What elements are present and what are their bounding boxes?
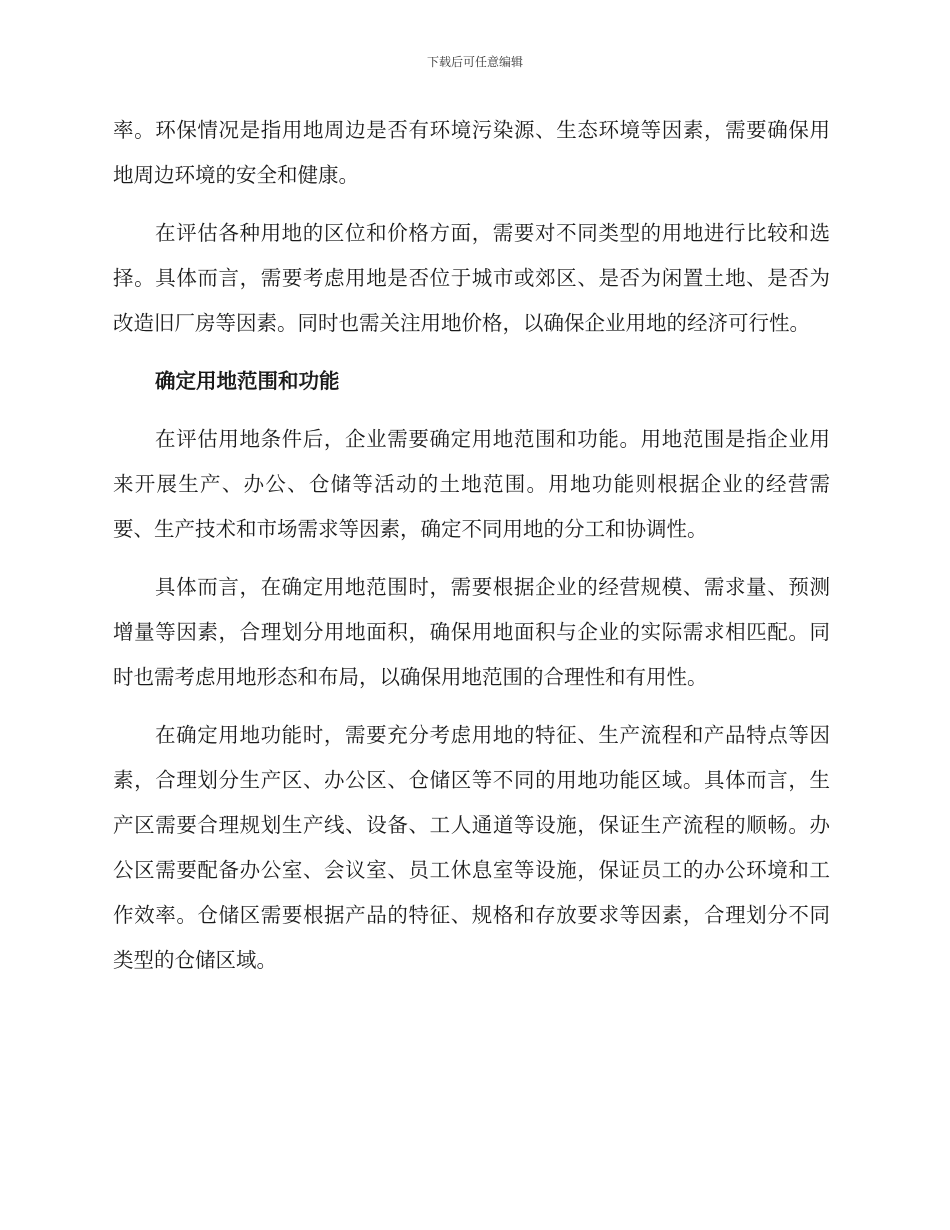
paragraph-continuation: 率。环保情况是指用地周边是否有环境污染源、生态环境等因素，需要确保用地周边环境的安全和健康。 — [113, 118, 830, 187]
paragraph-function-detail: 在确定用地功能时，需要充分考虑用地的特征、生产流程和产品特点等因素，合理划分生产区、办公区、仓储区等不同的用地功能区域。具体而言，生产区需要合理规划生产线、设备、工人通道等设施，保证生产流程的顺畅。办公区需要配备办公室、会议室、员工休息室等设施，保证员工的办公环境和工作效率。仓储区需要根据产品的特征、规格和存放要求等因素，合理划分不同类型的仓储区域。 — [113, 723, 830, 972]
paragraph-scope-function: 在评估用地条件后，企业需要确定用地范围和功能。用地范围是指企业用来开展生产、办公、仓储等活动的土地范围。用地功能则根据企业的经营需要、生产技术和市场需求等因素，确定不同用地的分工和协调性。 — [113, 427, 830, 541]
page-header: 下载后可任意编辑 — [426, 55, 523, 69]
paragraph-location-price: 在评估各种用地的区位和价格方面，需要对不同类型的用地进行比较和选择。具体而言，需要考虑用地是否位于城市或郊区、是否为闲置土地、是否为改造旧厂房等因素。同时也需关注用地价格，以确保企业用地的经济可行性。 — [113, 221, 830, 335]
section-heading: 确定用地范围和功能 — [155, 369, 340, 393]
paragraph-scope-detail: 具体而言，在确定用地范围时，需要根据企业的经营规模、需求量、预测增量等因素，合理划分用地面积，确保用地面积与企业的实际需求相匹配。同时也需考虑用地形态和布局，以确保用地范围的合理性和有用性。 — [113, 575, 830, 689]
document-body — [113, 108, 830, 996]
